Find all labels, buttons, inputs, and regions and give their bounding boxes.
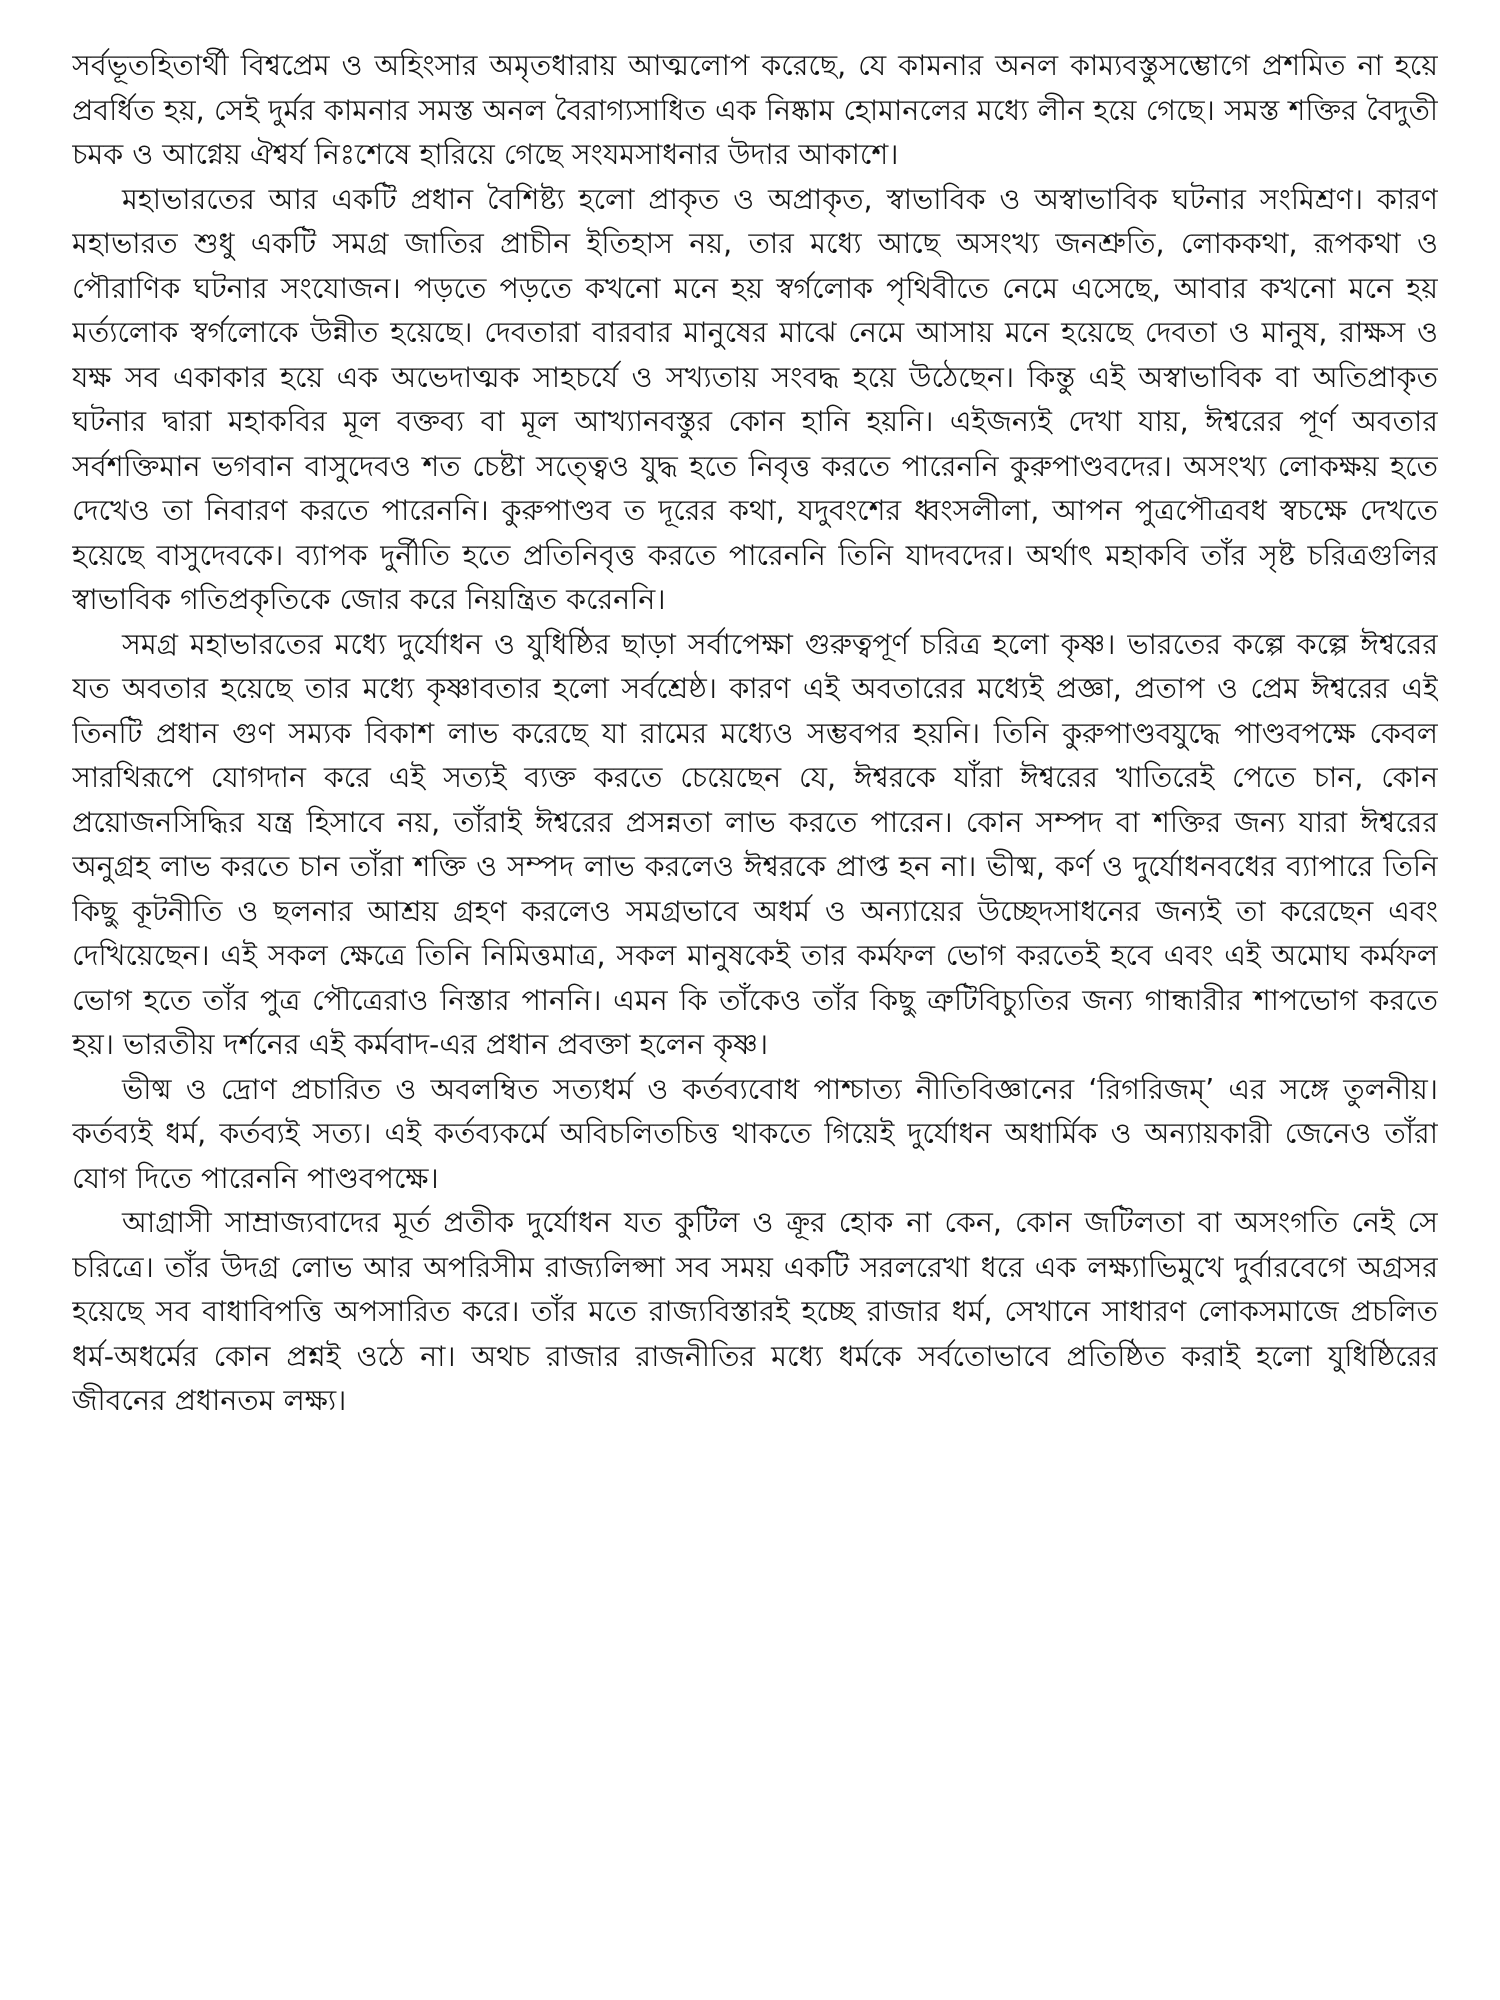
paragraph-duryodhana: আগ্রাসী সাম্রাজ্যবাদের মূর্ত প্রতীক দুর্যোধন যত কুটিল ও ক্রূর হোক না কেন, কোন জটিলতা বা অসংগতি নেই সে চরিত্রে। তাঁর উদগ্র লোভ আর অপরিসীম রাজ্যলিপ্সা সব সময় একটি সরলরেখা ধরে এক লক্ষ্যাভিমুখে দুর্বারবেগে অগ্রসর হয়েছে সব বাধাবিপত্তি অপসারিত করে। তাঁর মতে রাজ্যবিস্তারই হচ্ছে রাজার ধর্ম, সেখানে সাধারণ লোকসমাজে প্রচলিত ধর্ম-অধর্মের কোন প্রশ্নই ওঠে না। অথচ রাজার রাজনীতির মধ্যে ধর্মকে সর্বতোভাবে প্রতিষ্ঠিত করাই হলো যুধিষ্ঠিরের জীবনের প্রধানতম লক্ষ্য। <box>72 1206 1438 1417</box>
paragraph-bhishma-drona: ভীষ্ম ও দ্রোণ প্রচারিত ও অবলম্বিত সত্যধর্ম ও কর্তব্যবোধ পাশ্চাত্য নীতিবিজ্ঞানের ‘রিগরিজম্’ এর সঙ্গে তুলনীয়। কর্তব্যই ধর্ম, কর্তব্যই সত্য। এই কর্তব্যকর্মে অবিচলিতচিত্ত থাকতে গিয়েই দুর্যোধন অধার্মিক ও অন্যায়কারী জেনেও তাঁরা যোগ দিতে পারেননি পাণ্ডবপক্ষে। <box>72 1072 1438 1195</box>
paragraph-krishna: সমগ্র মহাভারতের মধ্যে দুর্যোধন ও যুধিষ্ঠির ছাড়া সর্বাপেক্ষা গুরুত্বপূর্ণ চরিত্র হলো কৃষ্ণ। ভারতের কল্পে কল্পে ঈশ্বরের যত অবতার হয়েছে তার মধ্যে কৃষ্ণাবতার হলো সর্বশ্রেষ্ঠ। কারণ এই অবতারের মধ্যেই প্রজ্ঞা, প্রতাপ ও প্রেম ঈশ্বরের এই তিনটি প্রধান গুণ সম্যক বিকাশ লাভ করেছে যা রামের মধ্যেও সম্ভবপর হয়নি। তিনি কুরুপাণ্ডবযুদ্ধে পাণ্ডবপক্ষে কেবল সারথিরূপে যোগদান করে এই সত্যই ব্যক্ত করতে চেয়েছেন যে, ঈশ্বরকে যাঁরা ঈশ্বরের খাতিরেই পেতে চান, কোন প্রয়োজনসিদ্ধির যন্ত্র হিসাবে নয়, তাঁরাই ঈশ্বরের প্রসন্নতা লাভ করতে পারেন। কোন সম্পদ বা শক্তির জন্য যারা ঈশ্বরের অনুগ্রহ লাভ করতে চান তাঁরা শক্তি ও সম্পদ লাভ করলেও ঈশ্বরকে প্রাপ্ত হন না। ভীষ্ম, কর্ণ ও দুর্যোধনবধের ব্যাপারে তিনি কিছু কূটনীতি ও ছলনার আশ্রয় গ্রহণ করলেও সমগ্রভাবে অধর্ম ও অন্যায়ের উচ্ছেদসাধনের জন্যই তা করেছেন এবং দেখিয়েছেন। এই সকল ক্ষেত্রে তিনি নিমিত্তমাত্র, সকল মানুষকেই তার কর্মফল ভোগ করতেই হবে এবং এই অমোঘ কর্মফল ভোগ হতে তাঁর পুত্র পৌত্রেরাও নিস্তার পাননি। এমন কি তাঁকেও তাঁর কিছু ত্রুটিবিচ্যুতির জন্য গান্ধারীর শাপভোগ করতে হয়। ভারতীয় দর্শনের এই কর্মবাদ-এর প্রধান প্রবক্তা হলেন কৃষ্ণ। <box>72 627 1438 1061</box>
paragraph-continuation: সর্বভূতহিতার্থী বিশ্বপ্রেম ও অহিংসার অমৃতধারায় আত্মলোপ করেছে, যে কামনার অনল কাম্যবস্তুসম্ভোগে প্রশমিত না হয়ে প্রবর্ধিত হয়, সেই দুর্মর কামনার সমস্ত অনল বৈরাগ্যসাধিত এক নিষ্কাম হোমানলের মধ্যে লীন হয়ে গেছে। সমস্ত শক্তির বৈদুতী চমক ও আগ্নেয় ঐশ্বর্য নিঃশেষে হারিয়ে গেছে সংযমসাধনার উদার আকাশে। <box>72 49 1438 171</box>
paragraph-supernatural-events: মহাভারতের আর একটি প্রধান বৈশিষ্ট্য হলো প্রাকৃত ও অপ্রাকৃত, স্বাভাবিক ও অস্বাভাবিক ঘটনার সংমিশ্রণ। কারণ মহাভারত শুধু একটি সমগ্র জাতির প্রাচীন ইতিহাস নয়, তার মধ্যে আছে অসংখ্য জনশ্রুতি, লোককথা, রূপকথা ও পৌরাণিক ঘটনার সংযোজন। পড়তে পড়তে কখনো মনে হয় স্বর্গলোক পৃথিবীতে নেমে এসেছে, আবার কখনো মনে হয় মর্ত্যলোক স্বর্গলোকে উন্নীত হয়েছে। দেবতারা বারবার মানুষের মাঝে নেমে আসায় মনে হয়েছে দেবতা ও মানুষ, রাক্ষস ও যক্ষ সব একাকার হয়ে এক অভেদাত্মক সাহচর্যে ও সখ্যতায় সংবদ্ধ হয়ে উঠেছেন। কিন্তু এই অস্বাভাবিক বা অতিপ্রাকৃত ঘটনার দ্বারা মহাকবির মূল বক্তব্য বা মূল আখ্যানবস্তুর কোন হানি হয়নি। এইজন্যই দেখা যায়, ঈশ্বরের পূর্ণ অবতার সর্বশক্তিমান ভগবান বাসুদেবও শত চেষ্টা সত্ত্বেও যুদ্ধ হতে নিবৃত্ত করতে পারেননি কুরুপাণ্ডবদের। অসংখ্য লোকক্ষয় হতে দেখেও তা নিবারণ করতে পারেননি। কুরুপাণ্ডব ত দূরের কথা, যদুবংশের ধ্বংসলীলা, আপন পুত্রপৌত্রবধ স্বচক্ষে দেখতে হয়েছে বাসুদেবকে। ব্যাপক দুর্নীতি হতে প্রতিনিবৃত্ত করতে পারেননি তিনি যাদবদের। অর্থাৎ মহাকবি তাঁর সৃষ্ট চরিত্রগুলির স্বাভাবিক গতিপ্রকৃতিকে জোর করে নিয়ন্ত্রিত করেননি। <box>72 182 1438 616</box>
document-page <box>72 44 1438 1964</box>
